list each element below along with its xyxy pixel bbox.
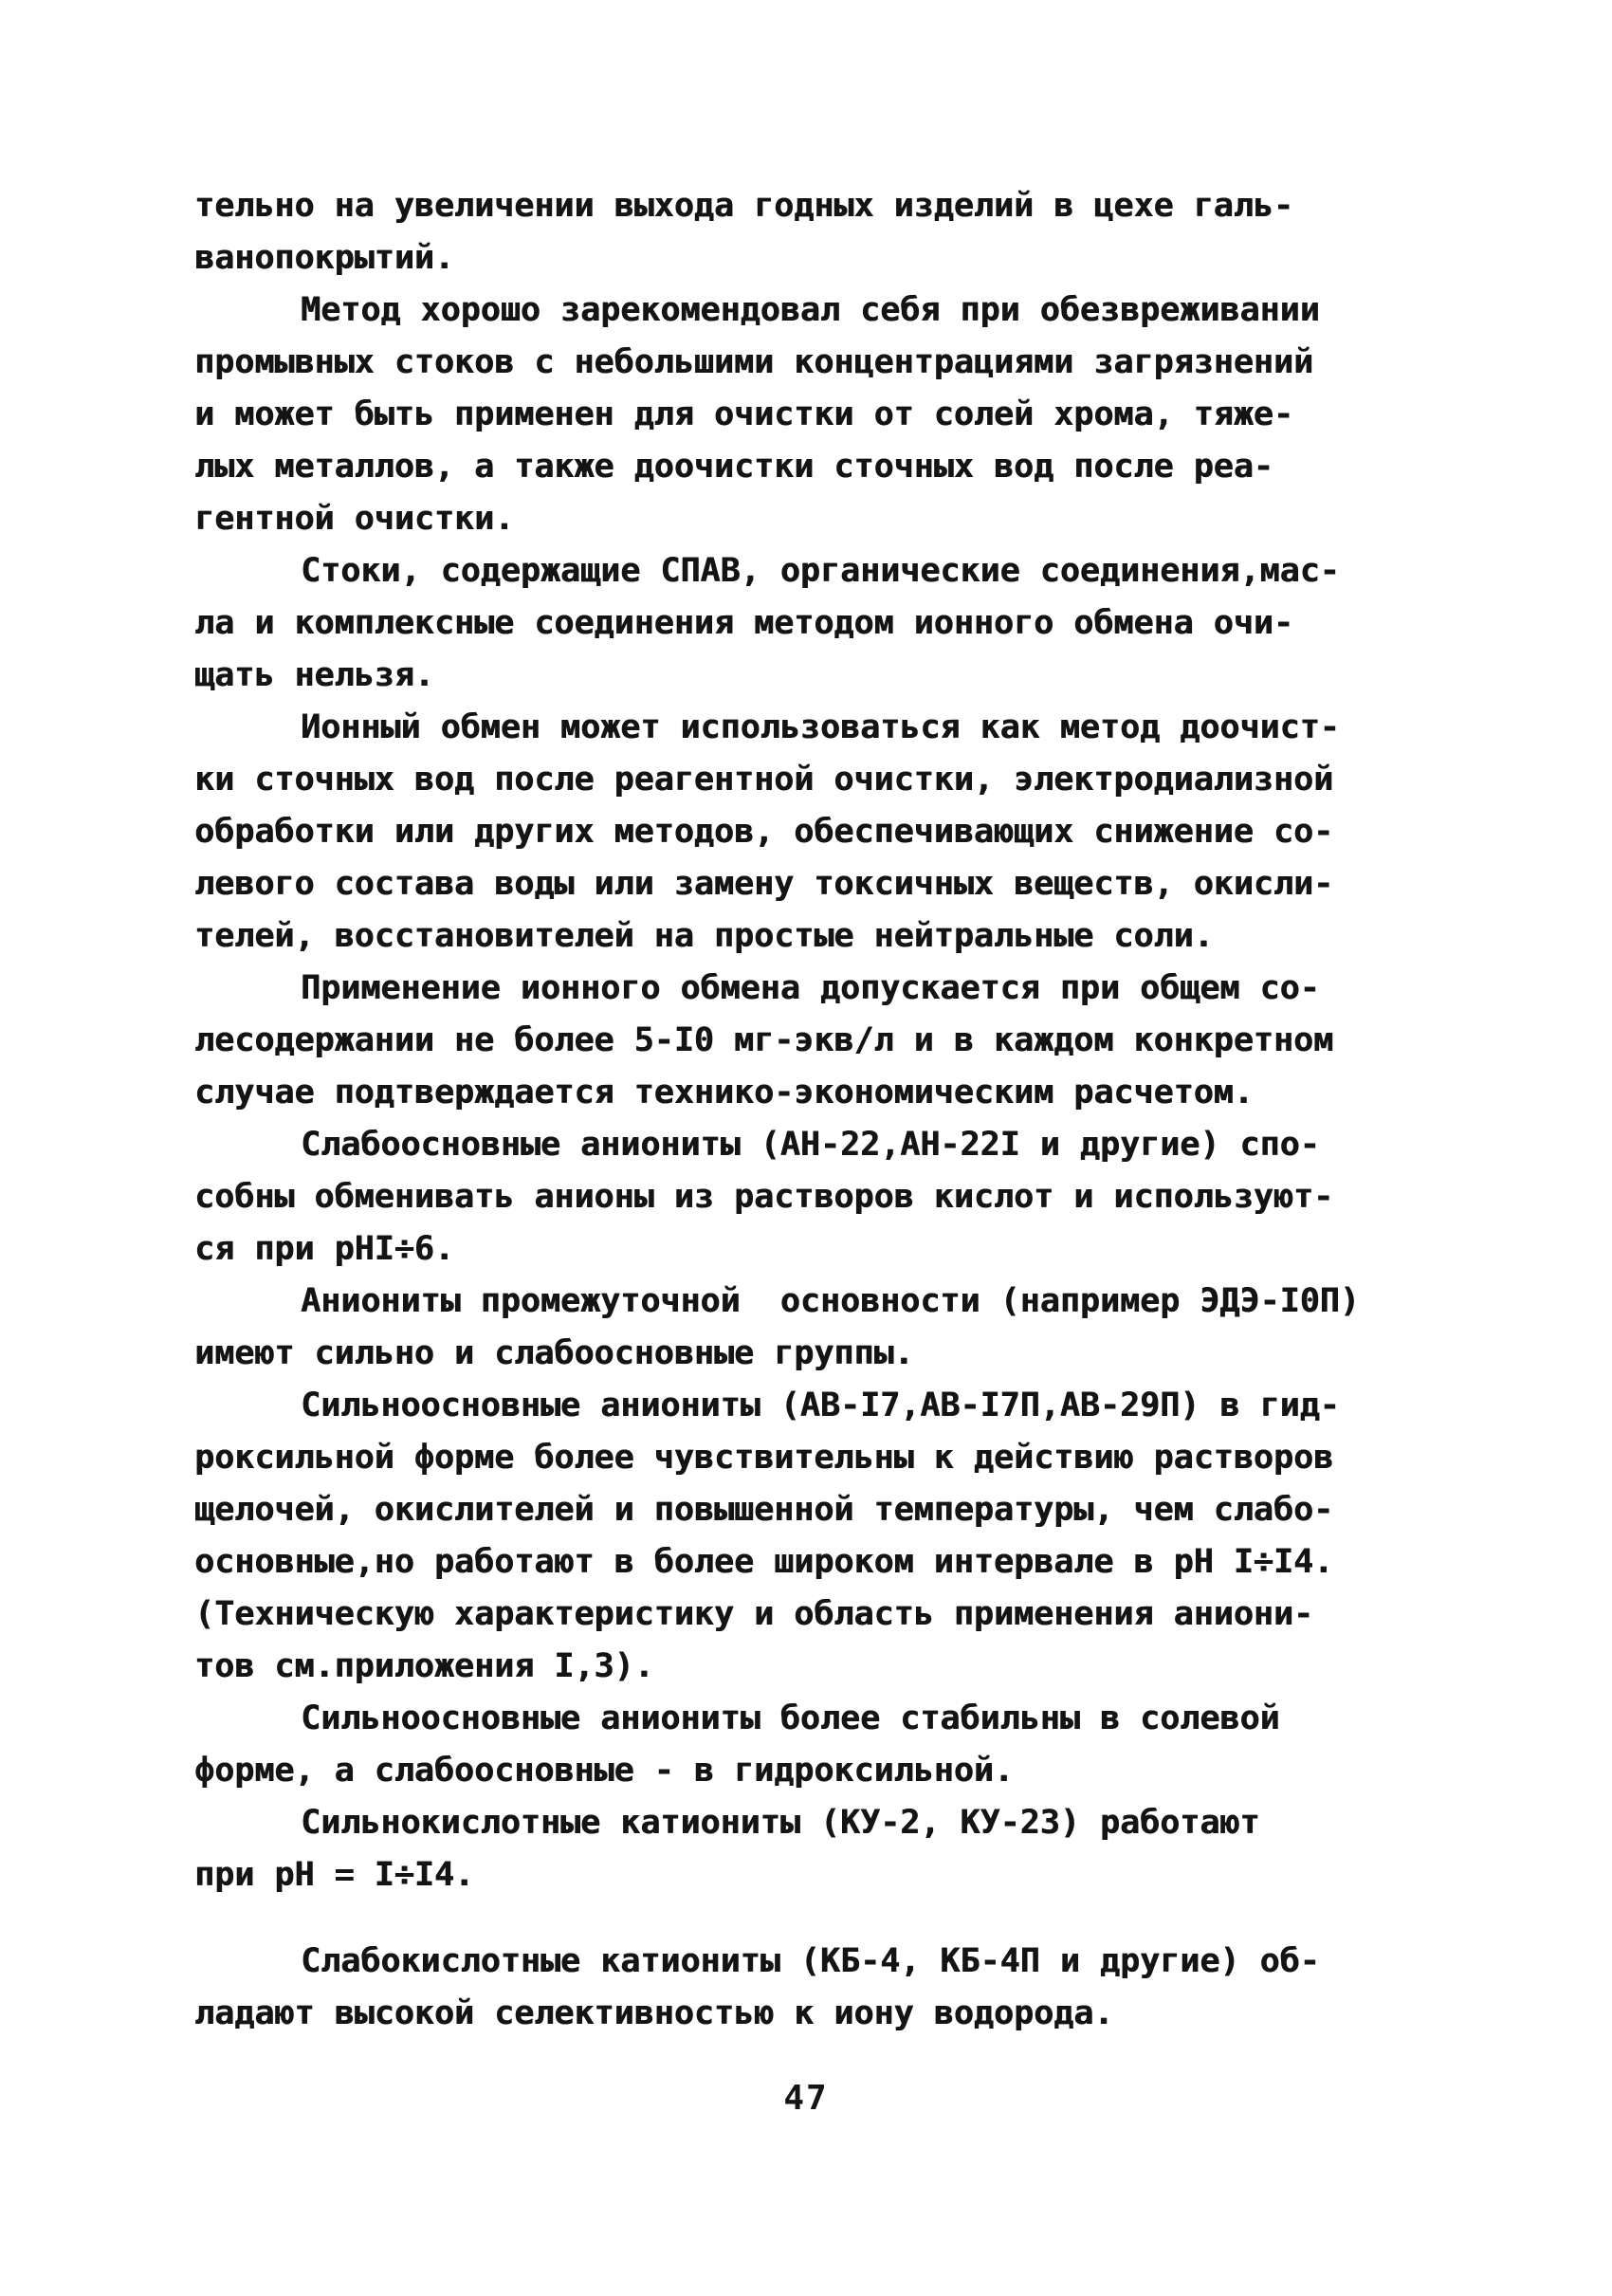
text-line: Сильнокислотные катиониты (КУ-2, КУ-23) работают xyxy=(301,1804,1260,1842)
text-line: ладают высокой селективностью к иону водорода. xyxy=(194,1994,1114,2032)
page-number: 47 xyxy=(783,2079,829,2118)
text-line: Стоки, содержащие СПАВ, органические соединения,мас- xyxy=(301,552,1340,590)
text-line: лесодержании не более 5-I0 мг-экв/л и в каждом конкретном xyxy=(194,1021,1334,1059)
text-line: промывных стоков с небольшими концентрациями загрязнений xyxy=(194,343,1314,381)
text-line: щать нельзя. xyxy=(194,656,434,694)
text-line: ла и комплексные соединения методом ионного обмена очи- xyxy=(194,604,1293,642)
text-line: Слабоосновные аниониты (АН-22,АН-22I и другие) спо- xyxy=(301,1126,1320,1164)
body-text xyxy=(194,180,1427,2040)
text-line: Слабокислотные катиониты (КБ-4, КБ-4П и другие) об- xyxy=(301,1942,1320,1980)
text-line: случае подтверждается технико-экономическим расчетом. xyxy=(194,1074,1254,1111)
text-line: тельно на увеличении выхода годных изделий в цехе галь- xyxy=(194,187,1293,225)
text-line: щелочей, окислителей и повышенной температуры, чем слабо- xyxy=(194,1491,1334,1529)
text-line: имеют сильно и слабоосновные группы. xyxy=(194,1334,914,1372)
text-line: Применение ионного обмена допускается при общем со- xyxy=(301,969,1320,1007)
text-line: при рН = I÷I4. xyxy=(194,1856,475,1894)
text-line: основные,но работают в более широком интервале в рН I÷I4. xyxy=(194,1543,1334,1581)
text-line: Сильноосновные аниониты более стабильны в солевой xyxy=(301,1699,1280,1737)
text-line: и может быть применен для очистки от солей хрома, тяже- xyxy=(194,395,1293,433)
text-line: Сильноосновные аниониты (АВ-I7,АВ-I7П,АВ-29П) в гид- xyxy=(301,1387,1340,1424)
text-line: Аниониты промежуточной основности (например ЭДЭ-I0П) xyxy=(301,1282,1360,1320)
text-line: ванопокрытий. xyxy=(194,239,454,277)
text-line: собны обменивать анионы из растворов кислот и используют- xyxy=(194,1178,1334,1216)
text-line: телей, восстановителей на простые нейтральные соли. xyxy=(194,917,1214,955)
text-line: левого состава воды или замену токсичных веществ, окисли- xyxy=(194,865,1334,903)
text-line: Метод хорошо зарекомендовал себя при обезвреживании xyxy=(301,291,1320,329)
text-line: обработки или других методов, обеспечивающих снижение со- xyxy=(194,813,1334,851)
text-line: (Техническую характеристику и область применения аниони- xyxy=(194,1595,1314,1633)
text-line: тов см.приложения I,3). xyxy=(194,1647,654,1685)
text-line: ся при рНI÷6. xyxy=(194,1230,454,1268)
text-line: Ионный обмен может использоваться как метод доочист- xyxy=(301,708,1340,746)
text-line: роксильной форме более чувствительны к действию растворов xyxy=(194,1439,1334,1477)
text-line: лых металлов, а также доочистки сточных вод после реа- xyxy=(194,448,1273,486)
text-line: гентной очистки. xyxy=(194,500,515,538)
text-line: форме, а слабоосновные - в гидроксильной. xyxy=(194,1752,1014,1790)
text-line: ки сточных вод после реагентной очистки, электродиализной xyxy=(194,761,1334,799)
